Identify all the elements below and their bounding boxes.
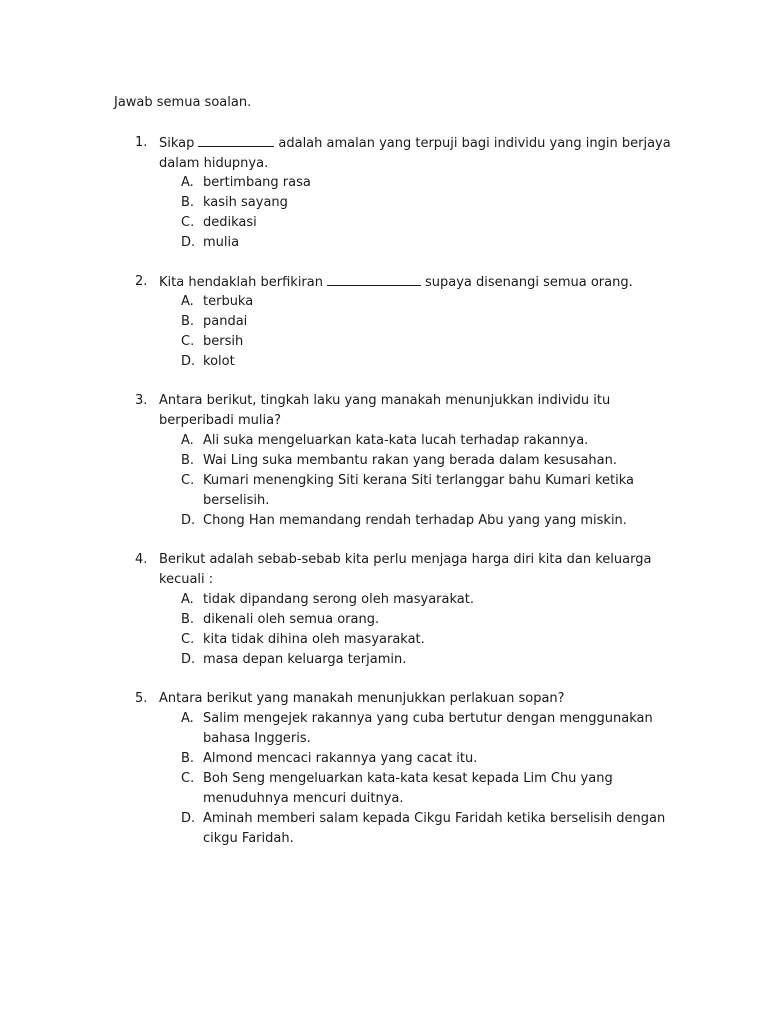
option-letter: B. <box>181 751 195 766</box>
option-text: dikenali oleh semua orang. <box>203 612 380 627</box>
options-list-5 <box>0 709 768 849</box>
question-text-part: Kita hendaklah berfikiran <box>159 275 323 290</box>
instruction-text: Jawab semua soalan. <box>114 95 252 110</box>
question-line: dalam hidupnya. <box>159 156 269 171</box>
option-line: cikgu Faridah. <box>203 831 294 846</box>
option-text: Almond mencaci rakannya yang cacat itu. <box>203 751 478 766</box>
question-line: Antara berikut, tingkah laku yang manakah menunjukkan individu itu <box>159 393 611 408</box>
question-line: Antara berikut yang manakah menunjukkan perlakuan sopan? <box>159 691 565 706</box>
option-4b <box>0 610 768 630</box>
question-text <box>159 272 659 293</box>
option-letter: C. <box>181 473 195 488</box>
question-number: 2. <box>135 274 148 289</box>
option-letter: A. <box>181 711 194 726</box>
option-letter: D. <box>181 652 196 667</box>
option-line: Salim mengejek rakannya yang cuba bertutur dengan menggunakan <box>203 711 653 726</box>
option-5a <box>0 709 768 749</box>
option-3b <box>0 451 768 471</box>
question-line: berperibadi mulia? <box>159 413 282 428</box>
option-text: Wai Ling suka membantu rakan yang berada dalam kesusahan. <box>203 453 618 468</box>
option-text: kolot <box>203 354 235 369</box>
option-2b <box>0 312 768 332</box>
option-4d <box>0 650 768 670</box>
options-list-4 <box>0 590 768 670</box>
option-text: kasih sayang <box>203 195 288 210</box>
option-text: bertimbang rasa <box>203 175 311 190</box>
question-number: 5. <box>135 691 148 706</box>
option-line: bahasa Inggeris. <box>203 731 311 746</box>
question-line <box>159 133 671 154</box>
option-letter: D. <box>181 513 196 528</box>
option-letter: A. <box>181 175 194 190</box>
option-3a <box>0 431 768 451</box>
option-line: berselisih. <box>203 493 270 508</box>
question-text <box>159 550 659 590</box>
option-4a <box>0 590 768 610</box>
option-letter: B. <box>181 453 195 468</box>
option-letter: A. <box>181 433 194 448</box>
question-number: 3. <box>135 393 148 408</box>
question-text-part: adalah amalan yang terpuji bagi individu yang ingin berjaya <box>278 136 671 151</box>
option-text: bersih <box>203 334 244 349</box>
question-text-part: Sikap <box>159 136 195 151</box>
option-text: kita tidak dihina oleh masyarakat. <box>203 632 425 647</box>
option-letter: C. <box>181 771 195 786</box>
option-1b <box>0 193 768 213</box>
option-text: tidak dipandang serong oleh masyarakat. <box>203 592 474 607</box>
option-letter: C. <box>181 215 195 230</box>
option-letter: B. <box>181 612 195 627</box>
option-line: Kumari menengking Siti kerana Siti terlanggar bahu Kumari ketika <box>203 473 635 488</box>
option-2d <box>0 352 768 372</box>
option-letter: B. <box>181 314 195 329</box>
option-text: dedikasi <box>203 215 257 230</box>
question-line: kecuali : <box>159 572 214 587</box>
option-text: pandai <box>203 314 248 329</box>
option-1d <box>0 233 768 253</box>
option-text: Chong Han memandang rendah terhadap Abu yang yang miskin. <box>203 513 627 528</box>
option-text <box>203 471 663 511</box>
option-line: Boh Seng mengeluarkan kata-kata kesat kepada Lim Chu yang <box>203 771 613 786</box>
question-number: 4. <box>135 552 148 567</box>
option-text: terbuka <box>203 294 254 309</box>
option-text <box>203 769 663 809</box>
option-letter: B. <box>181 195 195 210</box>
option-text: masa depan keluarga terjamin. <box>203 652 407 667</box>
option-4c <box>0 630 768 650</box>
option-3d <box>0 511 768 531</box>
option-2c <box>0 332 768 352</box>
option-text <box>203 809 666 849</box>
option-letter: D. <box>181 811 196 826</box>
option-letter: D. <box>181 235 196 250</box>
options-list-2 <box>0 292 768 372</box>
option-letter: D. <box>181 354 196 369</box>
option-5b <box>0 749 768 769</box>
question-text <box>159 391 659 431</box>
option-line: menuduhnya mencuri duitnya. <box>203 791 404 806</box>
option-text: mulia <box>203 235 240 250</box>
question-text-part: supaya disenangi semua orang. <box>424 275 633 290</box>
option-letter: C. <box>181 632 195 647</box>
option-2a <box>0 292 768 312</box>
option-5c <box>0 769 768 809</box>
answer-blank <box>198 133 274 147</box>
option-1a <box>0 173 768 193</box>
option-text <box>203 709 663 749</box>
option-letter: A. <box>181 294 194 309</box>
option-letter: A. <box>181 592 194 607</box>
question-line <box>159 272 659 293</box>
option-line: Aminah memberi salam kepada Cikgu Faridah ketika berselisih dengan <box>203 811 666 826</box>
question-line: Berikut adalah sebab-sebab kita perlu menjaga harga diri kita dan keluarga <box>159 552 652 567</box>
option-5d <box>0 809 768 849</box>
option-1c <box>0 213 768 233</box>
answer-blank <box>327 272 421 286</box>
question-text <box>159 689 659 709</box>
question-text <box>159 133 671 174</box>
options-list-1 <box>0 173 768 253</box>
option-text: Ali suka mengeluarkan kata-kata lucah terhadap rakannya. <box>203 433 589 448</box>
question-number: 1. <box>135 135 148 150</box>
option-letter: C. <box>181 334 195 349</box>
options-list-3 <box>0 431 768 531</box>
option-3c <box>0 471 768 511</box>
